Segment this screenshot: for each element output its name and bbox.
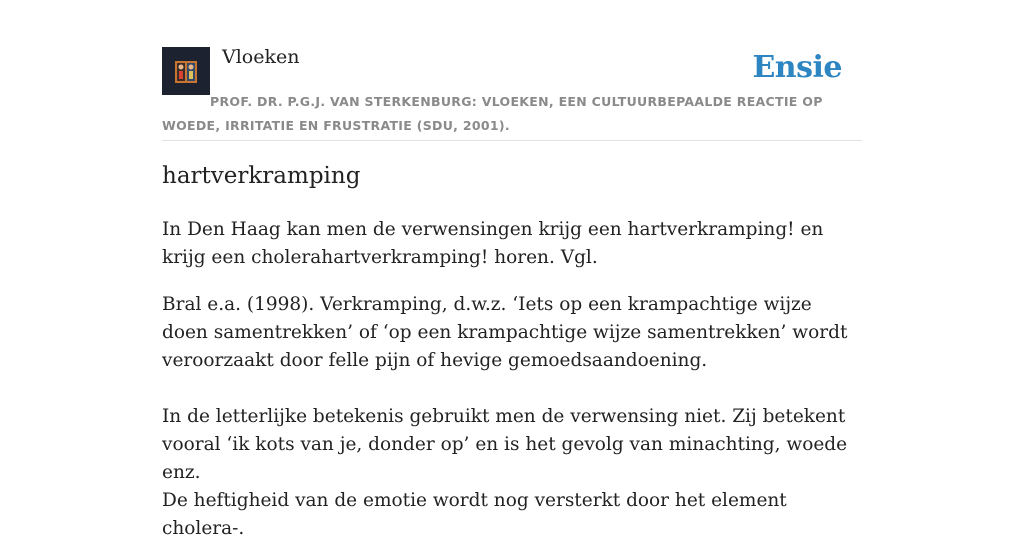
brand-logo[interactable]: Ensie <box>752 50 842 85</box>
book-title[interactable]: Vloeken <box>222 46 300 68</box>
entry-page <box>162 0 862 539</box>
book-cover-avatar[interactable] <box>162 47 210 95</box>
entry-paragraph: In Den Haag kan men de verwensingen krijg een hartverkramping! en krijg een cholerahartverkramping! horen. Vgl. <box>162 219 824 268</box>
entry-header <box>162 0 862 141</box>
entry-paragraph: De heftigheid van de emotie wordt nog versterkt door het element cholera-. <box>162 490 787 539</box>
source-citation: PROF. DR. P.G.J. VAN STERKENBURG: VLOEKEN, EEN CULTUURBEPAALDE REACTIE OP WOEDE, IRRITATIE EN FRUSTRATIE (SDU, 2001). <box>162 94 823 133</box>
entry-headword: hartverkramping <box>162 163 361 189</box>
entry-paragraph: In de letterlijke betekenis gebruikt men de verwensing niet. Zij betekent vooral ‘ik kots van je, donder op’ en is het gevolg van minachting, woede enz. <box>162 406 848 483</box>
entry-paragraph: Bral e.a. (1998). Verkramping, d.w.z. ‘Iets op een krampachtige wijze doen samentrekken’ of ‘op een krampachtige wijze samentrekken’ wordt veroorzaakt door felle pijn of hevige gemoedsaandoening. <box>162 294 848 371</box>
book-cover-icon <box>162 47 210 95</box>
